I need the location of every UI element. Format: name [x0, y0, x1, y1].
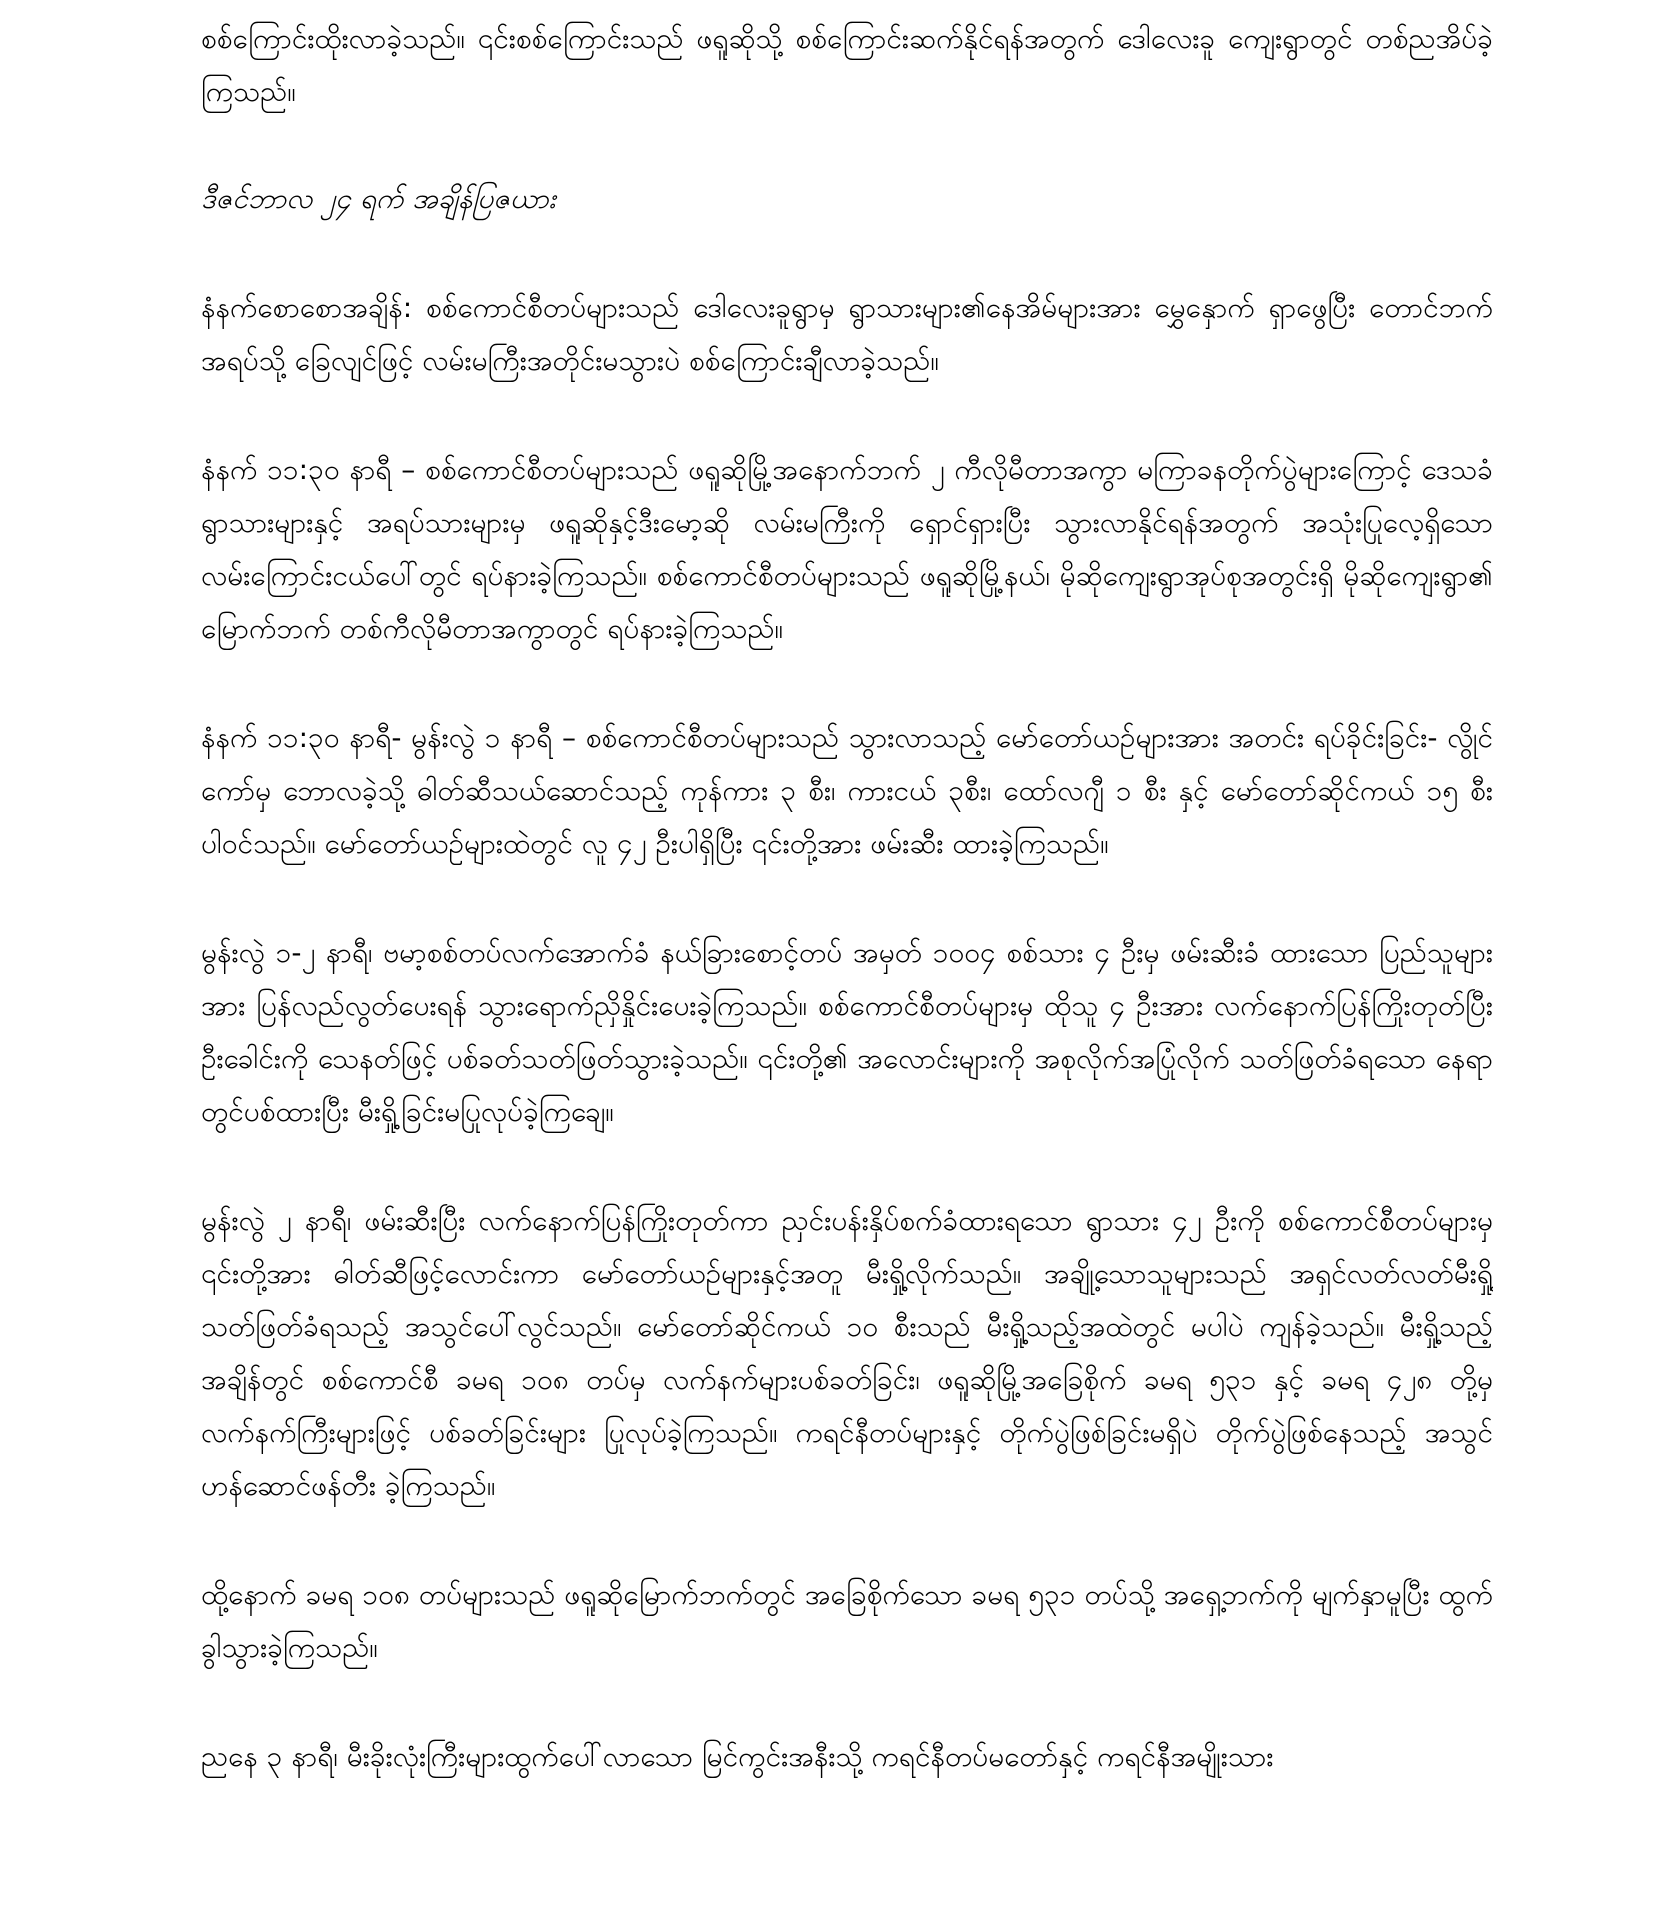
paragraph-intro: စစ်ကြောင်းထိုးလာခဲ့သည်။ ၎င်းစစ်ကြောင်းသည် ဖရူဆိုသို့ စစ်ကြောင်းဆက်နိုင်ရန်အတွက် ဒေါလေးခူ ကျေးရွာတွင် တစ်ညအိပ်ခဲ့ကြသည်။	[201, 22, 1493, 108]
paragraph-1130-1pm-vehicles: နံနက် ၁၁:၃၀ နာရီ- မွန်းလွဲ ၁ နာရီ – စစ်ကောင်စီတပ်များသည် သွားလာသည့် မော်တော်ယဉ်များအား အတင်း ရပ်ခိုင်းခြင်း- လွိုင်ကော်မှ ဘောလခဲ့သို့ ဓါတ်ဆီသယ်ဆောင်သည့် ကုန်ကား ၃ စီး၊ ကားငယ် ၃စီး၊ ထော်လဂျီ ၁ စီး နှင့် မော်တော်ဆိုင်ကယ် ၁၅ စီးပါဝင်သည်။ မော်တော်ယဉ်များထဲတွင် လူ ၄၂ ဦးပါရှိပြီး ၎င်းတို့အား ဖမ်းဆီး ထားခဲ့ကြသည်။	[201, 721, 1493, 860]
document-page	[201, 0, 1493, 1912]
paragraph-early-morning: နံနက်စောစောအချိန်: စစ်ကောင်စီတပ်များသည် ဒေါလေးခူရွာမှ ရွာသားများ၏နေအိမ်များအား မွှေနှောက် ရှာဖွေပြီး တောင်ဘက်အရပ်သို့ ခြေလျင်ဖြင့် လမ်းမကြီးအတိုင်းမသွားပဲ စစ်ကြောင်းချီလာခဲ့သည်။	[201, 291, 1493, 377]
section-heading-timeline: ဒီဇင်ဘာလ ၂၄ ရက် အချိန်ပြဇယား	[201, 182, 556, 215]
paragraph-1-2pm-bgf: မွန်းလွဲ ၁-၂ နာရီ၊ ဗမာ့စစ်တပ်လက်အောက်ခံ နယ်ခြားစောင့်တပ် အမှတ် ၁၀၀၄ စစ်သား ၄ ဦးမှ ဖမ်းဆီးခံ ထားသော ပြည်သူများအား ပြန်လည်လွတ်ပေးရန် သွားရောက်ညှိနှိုင်းပေးခဲ့ကြသည်။ စစ်ကောင်စီတပ်များမှ ထိုသူ ၄ ဦးအား လက်နောက်ပြန်ကြိုးတုတ်ပြီး ဦးခေါင်းကို သေနတ်ဖြင့် ပစ်ခတ်သတ်ဖြတ်သွားခဲ့သည်။ ၎င်းတို့၏ အလောင်းများကို အစုလိုက်အပြုံလိုက် သတ်ဖြတ်ခံရသော နေရာတွင်ပစ်ထားပြီး မီးရှို့ခြင်းမပြုလုပ်ခဲ့ကြချေ။	[201, 936, 1493, 1128]
paragraph-withdrawal: ထို့နောက် ခမရ ၁၀၈ တပ်များသည် ဖရူဆိုမြောက်ဘက်တွင် အခြေစိုက်သော ခမရ ၅၃၁ တပ်သို့ အရှေ့ဘက်ကို မျက်နှာမူပြီး ထွက်ခွါသွားခဲ့ကြသည်။	[201, 1578, 1493, 1664]
paragraph-3pm: ညနေ ၃ နာရီ၊ မီးခိုးလုံးကြီးများထွက်ပေါ်လာသော မြင်ကွင်းအနီးသို့ ကရင်နီတပ်မတော်နှင့် ကရင်နီအမျိုးသား	[201, 1740, 1274, 1773]
paragraph-1130-halt: နံနက် ၁၁:၃၀ နာရီ – စစ်ကောင်စီတပ်များသည် ဖရူဆိုမြို့အနောက်ဘက် ၂ ကီလိုမီတာအကွာ မကြာခနတိုက်ပွဲများကြောင့် ဒေသခံရွာသားများနှင့် အရပ်သားများမှ ဖရူဆိုနှင့်ဒီးမော့ဆို လမ်းမကြီးကို ရှောင်ရှားပြီး သွားလာနိုင်ရန်အတွက် အသုံးပြုလေ့ရှိသော လမ်းကြောင်းငယ်ပေါ်တွင် ရပ်နားခဲ့ကြသည်။ စစ်ကောင်စီတပ်များသည် ဖရူဆိုမြို့နယ်၊ မိုဆိုကျေးရွာအုပ်စုအတွင်းရှိ မိုဆိုကျေးရွာ၏ မြောက်ဘက် တစ်ကီလိုမီတာအကွာတွင် ရပ်နားခဲ့ကြသည်။	[201, 453, 1493, 645]
paragraph-2pm-burning: မွန်းလွဲ ၂ နာရီ၊ ဖမ်းဆီးပြီး လက်နောက်ပြန်ကြိုးတုတ်ကာ ညှင်းပန်းနှိပ်စက်ခံထားရသော ရွာသား ၄၂ ဦးကို စစ်ကောင်စီတပ်များမှ ၎င်းတို့အား ဓါတ်ဆီဖြင့်လောင်းကာ မော်တော်ယဉ်များနှင့်အတူ မီးရှို့လိုက်သည်။ အချို့သောသူများသည် အရှင်လတ်လတ်မီးရှို့သတ်ဖြတ်ခံရသည့် အသွင်ပေါ်လွင်သည်။ မော်တော်ဆိုင်ကယ် ၁၀ စီးသည် မီးရှို့သည့်အထဲတွင် မပါပဲ ကျန်ခဲ့သည်။ မီးရှို့သည့်အချိန်တွင် စစ်ကောင်စီ ခမရ ၁၀၈ တပ်မှ လက်နက်များပစ်ခတ်ခြင်း၊ ဖရူဆိုမြို့အခြေစိုက် ခမရ ၅၃၁ နှင့် ခမရ ၄၂၈ တို့မှ လက်နက်ကြီးများဖြင့် ပစ်ခတ်ခြင်းများ ပြုလုပ်ခဲ့ကြသည်။ ကရင်နီတပ်များနှင့် တိုက်ပွဲဖြစ်ခြင်းမရှိပဲ တိုက်ပွဲဖြစ်နေသည့် အသွင် ဟန်ဆောင်ဖန်တီး ခဲ့ကြသည်။	[201, 1204, 1493, 1502]
